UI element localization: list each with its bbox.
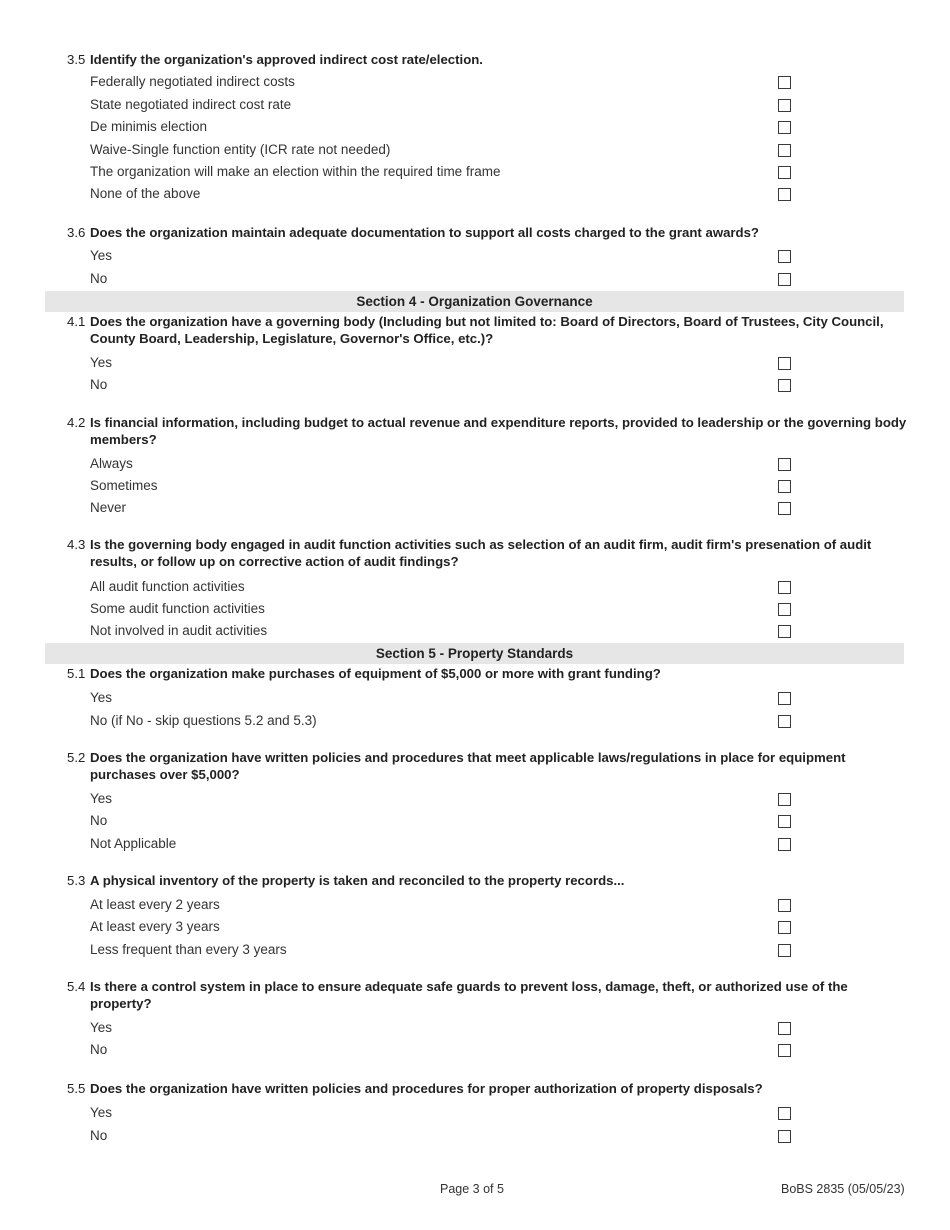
option-row (90, 918, 800, 940)
checkbox[interactable] (778, 99, 791, 112)
option-label: Yes (90, 355, 113, 370)
option-label: Not Applicable (90, 836, 177, 851)
option-label: State negotiated indirect cost rate (90, 97, 292, 112)
option-row (90, 712, 800, 734)
option-row (90, 73, 800, 95)
question-number: 5.3 (67, 873, 86, 888)
option-row (90, 141, 800, 163)
checkbox[interactable] (778, 692, 791, 705)
option-row (90, 96, 800, 118)
checkbox[interactable] (778, 273, 791, 286)
option-row (90, 812, 800, 834)
question-number: 4.2 (67, 415, 86, 430)
option-label: No (if No - skip questions 5.2 and 5.3) (90, 713, 317, 728)
checkbox[interactable] (778, 921, 791, 934)
checkbox[interactable] (778, 793, 791, 806)
option-row (90, 1041, 800, 1063)
option-row (90, 185, 800, 207)
checkbox[interactable] (778, 76, 791, 89)
option-label: Some audit function activities (90, 601, 265, 616)
option-row (90, 118, 800, 140)
question-text: Identify the organization's approved indirect cost rate/election. (90, 52, 483, 67)
option-row (90, 1019, 800, 1041)
checkbox[interactable] (778, 1044, 791, 1057)
option-label: De minimis election (90, 119, 208, 134)
checkbox[interactable] (778, 188, 791, 201)
section-header: Section 4 - Organization Governance (45, 291, 904, 312)
checkbox[interactable] (778, 144, 791, 157)
question-text: Is financial information, including budget to actual revenue and expenditure reports, provided to leadership or the governing body members? (90, 415, 907, 447)
question-text: Does the organization maintain adequate documentation to support all costs charged to the grant awards? (90, 225, 759, 240)
option-label: Yes (90, 248, 113, 263)
option-row (90, 896, 800, 918)
checkbox[interactable] (778, 715, 791, 728)
question-number: 5.5 (67, 1081, 86, 1096)
option-label: Never (90, 500, 127, 515)
option-row (90, 499, 800, 521)
option-row (90, 790, 800, 812)
question-text: A physical inventory of the property is taken and reconciled to the property records... (90, 873, 625, 888)
checkbox[interactable] (778, 838, 791, 851)
question-number: 4.1 (67, 314, 86, 329)
option-label: Yes (90, 1105, 113, 1120)
option-label: Waive-Single function entity (ICR rate not needed) (90, 142, 391, 157)
checkbox[interactable] (778, 944, 791, 957)
option-row (90, 455, 800, 477)
option-row (90, 1127, 800, 1149)
checkbox[interactable] (778, 625, 791, 638)
checkbox[interactable] (778, 899, 791, 912)
option-label: Yes (90, 690, 113, 705)
question-number: 3.5 (67, 52, 86, 67)
checkbox[interactable] (778, 502, 791, 515)
option-label: No (90, 1128, 108, 1143)
option-row (90, 270, 800, 292)
question-number: 5.2 (67, 750, 86, 765)
option-row (90, 247, 800, 269)
option-row (90, 600, 800, 622)
option-row (90, 835, 800, 857)
option-label: Less frequent than every 3 years (90, 942, 287, 957)
option-label: All audit function activities (90, 579, 245, 594)
checkbox[interactable] (778, 480, 791, 493)
question-text: Does the organization have written policies and procedures for proper authorization of property disposals? (90, 1081, 763, 1096)
question-text: Is the governing body engaged in audit function activities such as selection of an audit firm, audit firm's presenation of audit results, or follow up on corrective action of audit findings? (90, 537, 872, 569)
option-label: At least every 3 years (90, 919, 220, 934)
checkbox[interactable] (778, 458, 791, 471)
option-row (90, 622, 800, 644)
option-label: At least every 2 years (90, 897, 220, 912)
checkbox[interactable] (778, 166, 791, 179)
option-label: Always (90, 456, 133, 471)
option-label: Yes (90, 791, 113, 806)
option-label: No (90, 1042, 108, 1057)
checkbox[interactable] (778, 379, 791, 392)
question-number: 3.6 (67, 225, 86, 240)
checkbox[interactable] (778, 250, 791, 263)
option-row (90, 1104, 800, 1126)
option-label: No (90, 813, 108, 828)
checkbox[interactable] (778, 1022, 791, 1035)
option-row (90, 376, 800, 398)
option-label: Sometimes (90, 478, 158, 493)
page-number: Page 3 of 5 (440, 1182, 504, 1196)
option-row (90, 941, 800, 963)
option-row (90, 163, 800, 185)
question-number: 5.1 (67, 666, 86, 681)
option-row (90, 578, 800, 600)
checkbox[interactable] (778, 1130, 791, 1143)
question-text: Is there a control system in place to ensure adequate safe guards to prevent loss, damage, theft, or authorized use of the property? (90, 979, 848, 1011)
question-number: 4.3 (67, 537, 86, 552)
question-text: Does the organization have a governing body (Including but not limited to: Board of Directors, Board of Trustees, City Council, County Board, Leadership, Legislature, Governor's Office, etc.)? (90, 314, 884, 346)
option-label: No (90, 377, 108, 392)
checkbox[interactable] (778, 1107, 791, 1120)
option-label: Yes (90, 1020, 113, 1035)
option-label: Not involved in audit activities (90, 623, 268, 638)
option-label: The organization will make an election within the required time frame (90, 164, 501, 179)
checkbox[interactable] (778, 121, 791, 134)
option-row (90, 689, 800, 711)
option-label: None of the above (90, 186, 201, 201)
question-text: Does the organization have written policies and procedures that meet applicable laws/regulations in place for equipment purchases over $5,000? (90, 750, 846, 782)
checkbox[interactable] (778, 357, 791, 370)
section-header: Section 5 - Property Standards (45, 643, 904, 664)
checkbox[interactable] (778, 815, 791, 828)
option-label: No (90, 271, 108, 286)
checkbox[interactable] (778, 581, 791, 594)
option-label: Federally negotiated indirect costs (90, 74, 295, 89)
option-row (90, 354, 800, 376)
checkbox[interactable] (778, 603, 791, 616)
option-row (90, 477, 800, 499)
question-text: Does the organization make purchases of equipment of $5,000 or more with grant funding? (90, 666, 661, 681)
form-identifier: BoBS 2835 (05/05/23) (781, 1182, 905, 1196)
question-number: 5.4 (67, 979, 86, 994)
